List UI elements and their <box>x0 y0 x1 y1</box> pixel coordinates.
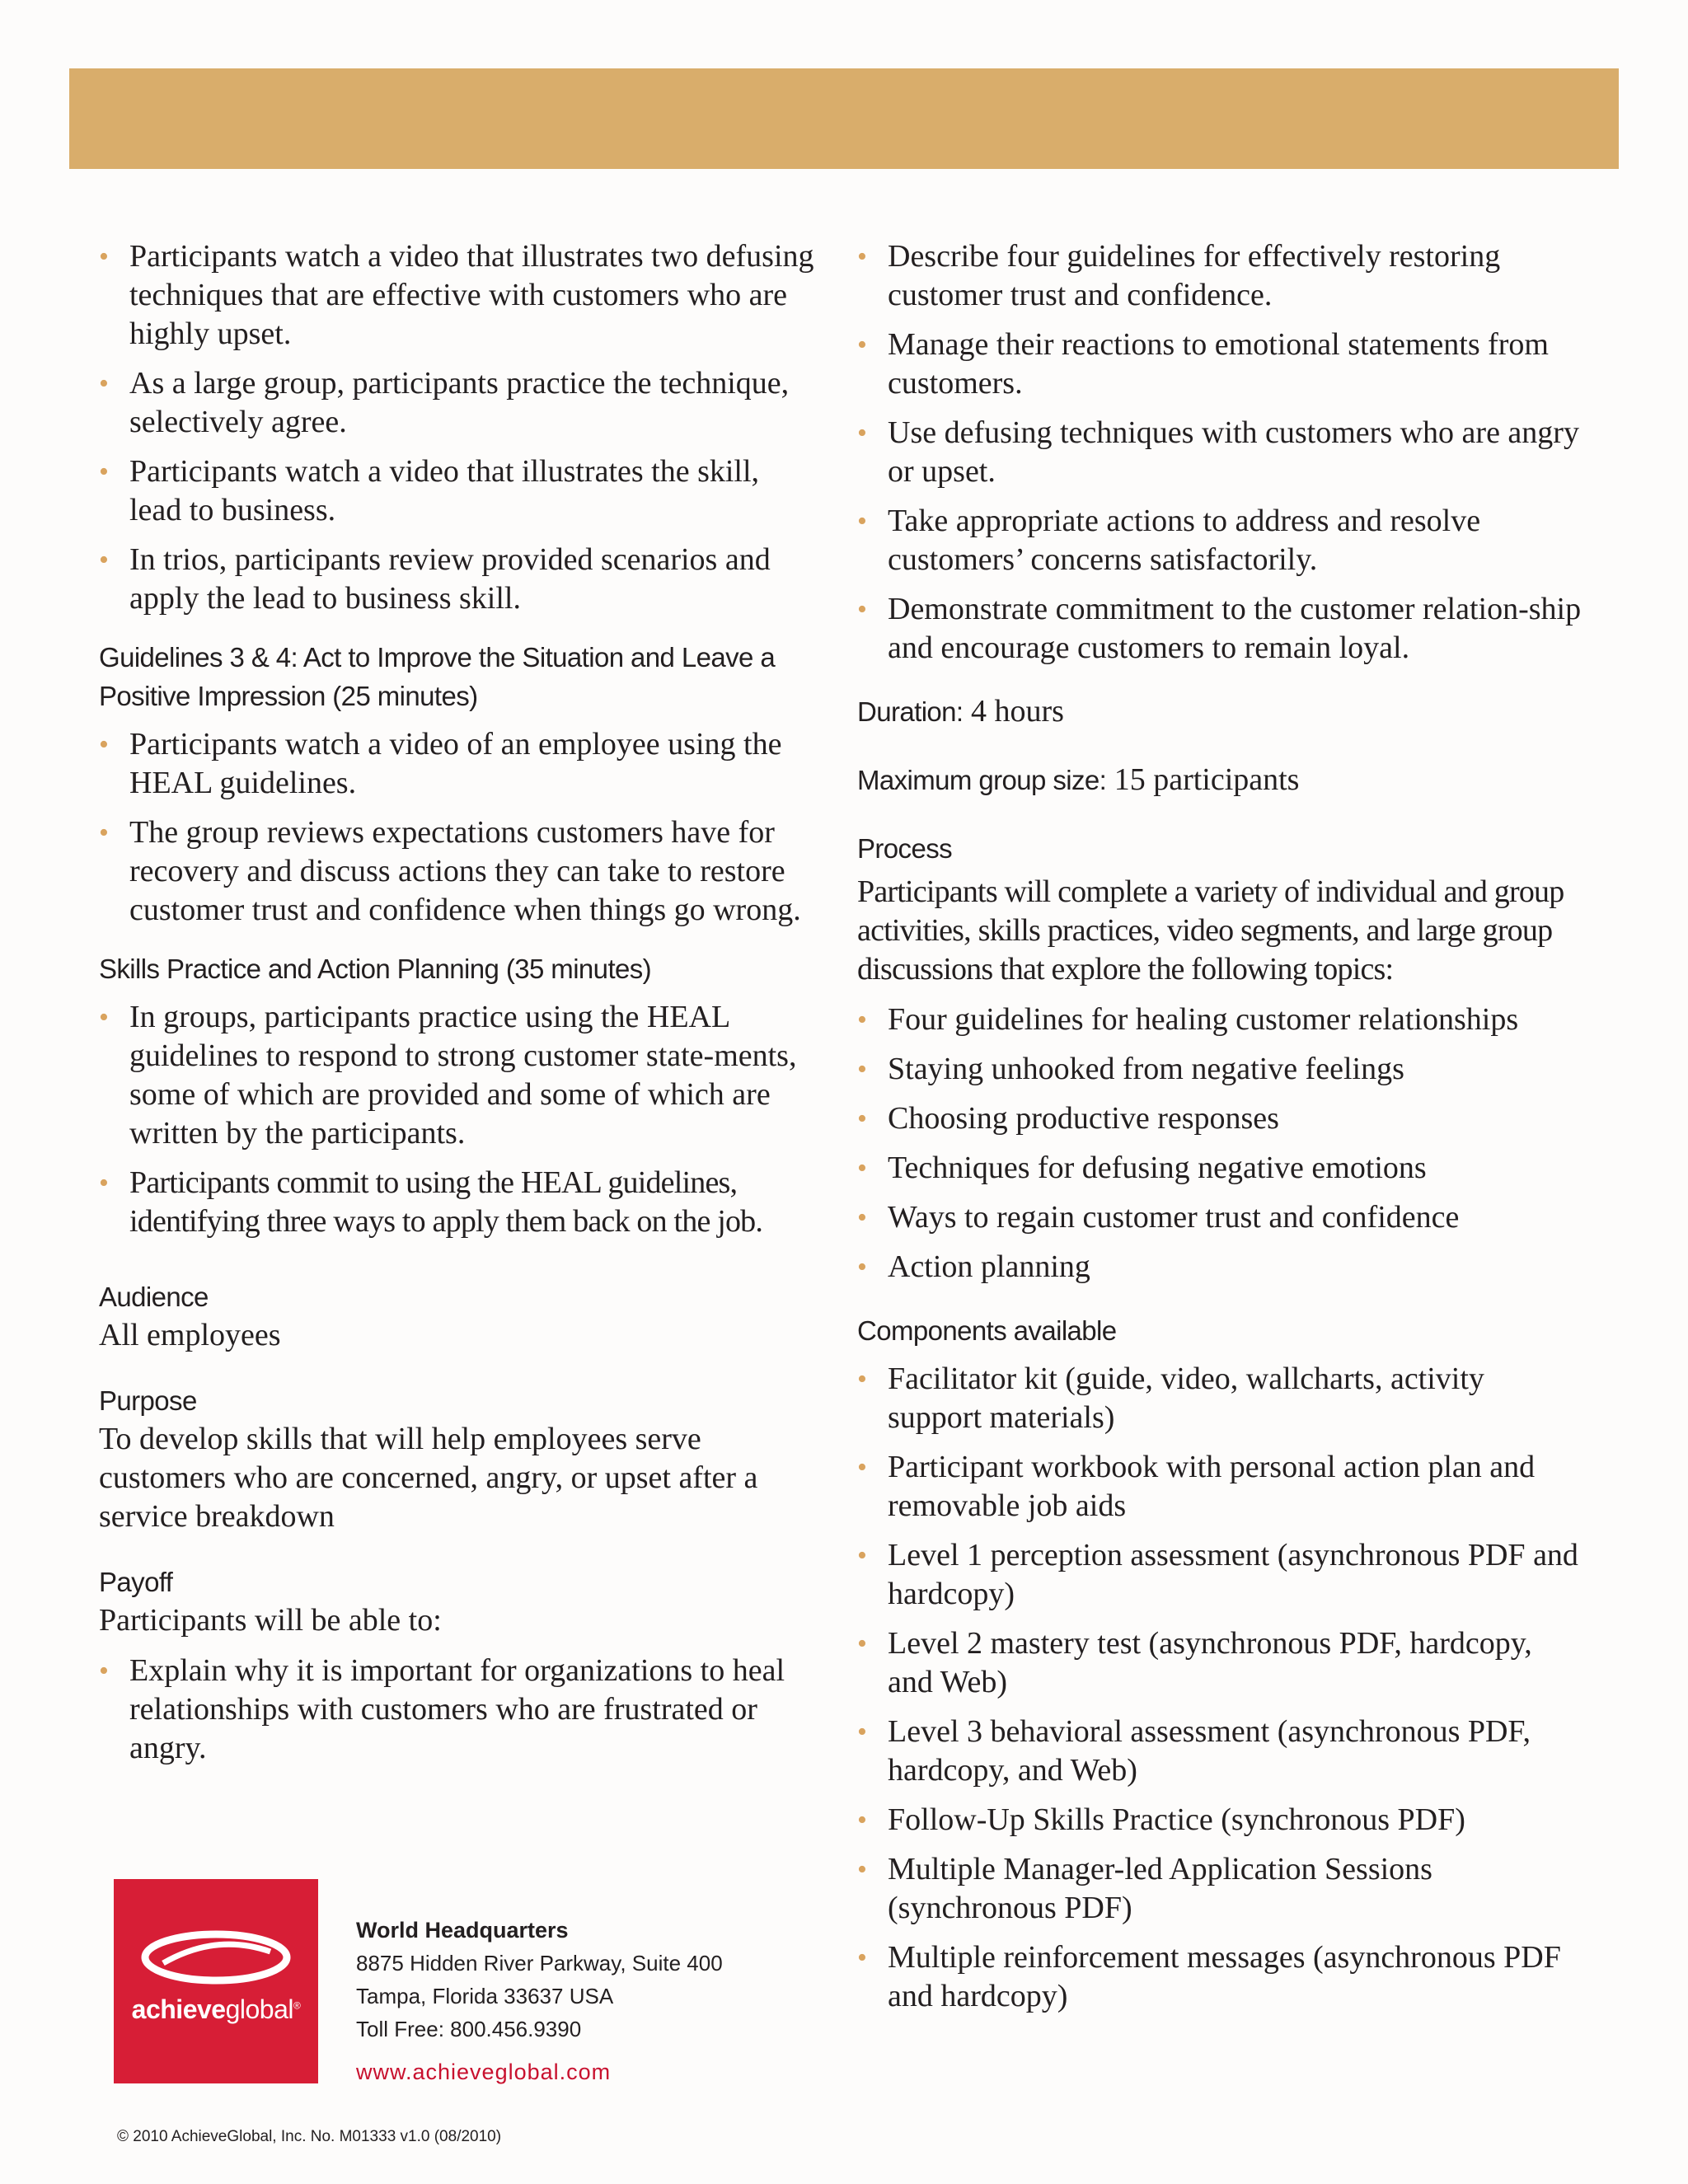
list-item: • Level 1 perception assessment (asynchronous PDF and hardcopy) <box>857 1536 1582 1614</box>
list-item: • As a large group, participants practice the technique, selectively agree. <box>99 364 816 442</box>
list-item: • In trios, participants review provided scenarios and apply the lead to business skill. <box>99 541 816 618</box>
list-item: • Participants commit to using the HEAL guidelines, identifying three ways to apply them back on the job. <box>99 1164 816 1241</box>
list-item: • Follow-Up Skills Practice (synchronous PDF) <box>857 1801 1582 1840</box>
guidelines-duration: (25 minutes) <box>332 681 478 711</box>
components-heading: Components available <box>857 1315 1117 1346</box>
hq-address-line-1: 8875 Hidden River Parkway, Suite 400 <box>356 1951 723 1975</box>
list-item: • Explain why it is important for organizations to heal relationships with customers who are frustrated or angry. <box>99 1652 816 1768</box>
achieveglobal-logo <box>114 1879 318 2083</box>
process-heading: Process <box>857 833 953 864</box>
list-item: • Techniques for defusing negative emotions <box>857 1149 1582 1188</box>
list-item: • The group reviews expectations customers have for recovery and discuss actions they can take to restore customer trust and confidence when things go wrong. <box>99 813 816 930</box>
payoff-intro: Participants will be able to: <box>99 1603 442 1638</box>
list-item: • Multiple reinforcement messages (asynchronous PDF and hardcopy) <box>857 1938 1582 2016</box>
list-item: • Manage their reactions to emotional statements from customers. <box>857 326 1582 403</box>
purpose-text: To develop skills that will help employees serve customers who are concerned, angry, or upset after a service breakdown <box>99 1422 758 1534</box>
audience-heading: Audience <box>99 1282 209 1312</box>
list-item: • Describe four guidelines for effectively restoring customer trust and confidence. <box>857 237 1582 315</box>
guidelines-heading-text: Guidelines 3 & 4: Act to Improve the Situation and Leave a Positive Impression <box>99 642 776 711</box>
list-item: • Level 3 behavioral assessment (asynchronous PDF, hardcopy, and Web) <box>857 1713 1582 1790</box>
list-item: • In groups, participants practice using the HEAL guidelines to respond to strong customer state-ments, some of which are provided and some of which are written by the participants. <box>99 998 816 1153</box>
list-item: • Demonstrate commitment to the customer relation-ship and encourage customers to remain loyal. <box>857 590 1582 668</box>
section-heading-guidelines <box>99 638 816 715</box>
logo-text-bold: achieve <box>131 1994 226 2024</box>
process-bullet-list <box>857 1001 1582 1286</box>
right-column <box>857 237 1582 2036</box>
list-item: • Participants watch a video that illustrates the skill, lead to business. <box>99 452 816 530</box>
payoff-heading: Payoff <box>99 1567 173 1597</box>
list-item: • Participants watch a video that illustrates two defusing techniques that are effective with customers who are highly upset. <box>99 237 816 354</box>
website-link[interactable]: www.achieveglobal.com <box>356 2060 612 2084</box>
hq-title: World Headquarters <box>356 1918 569 1943</box>
list-item: • Participants watch a video of an employee using the HEAL guidelines. <box>99 725 816 803</box>
group-size-row <box>857 761 1582 799</box>
headquarters-block <box>356 1914 723 2088</box>
duration-value: 4 hours <box>971 694 1064 729</box>
skills-bullet-list <box>99 998 816 1241</box>
audience-text: All employees <box>99 1318 281 1352</box>
duration-row <box>857 692 1582 731</box>
list-item: • Multiple Manager-led Application Sessions (synchronous PDF) <box>857 1850 1582 1928</box>
guidelines-bullet-list <box>99 725 816 930</box>
list-item: • Use defusing techniques with customers who are angry or upset. <box>857 414 1582 491</box>
hq-phone: Toll Free: 800.456.9390 <box>356 2017 582 2041</box>
payoff-continued-list <box>857 237 1582 668</box>
list-item: • Staying unhooked from negative feelings <box>857 1050 1582 1089</box>
list-item: • Ways to regain customer trust and confidence <box>857 1198 1582 1237</box>
payoff-bullet-list <box>99 1652 816 1768</box>
intro-bullet-list <box>99 237 816 618</box>
swoosh-icon <box>138 1929 293 1986</box>
list-item: • Facilitator kit (guide, video, wallcharts, activity support materials) <box>857 1360 1582 1437</box>
list-item: • Choosing productive responses <box>857 1099 1582 1138</box>
copyright-notice: © 2010 AchieveGlobal, Inc. No. M01333 v1.0 (08/2010) <box>117 2128 502 2145</box>
logo-text-light: global <box>225 1994 293 2024</box>
list-item: • Four guidelines for healing customer relationships <box>857 1001 1582 1039</box>
group-size-label: Maximum group size: <box>857 765 1107 795</box>
list-item: • Participant workbook with personal action plan and removable job aids <box>857 1448 1582 1526</box>
section-heading-skills: Skills Practice and Action Planning (35 minutes) <box>99 954 652 984</box>
logo-wordmark <box>114 1994 318 2025</box>
list-item: • Level 2 mastery test (asynchronous PDF, hardcopy, and Web) <box>857 1624 1582 1702</box>
list-item: • Action planning <box>857 1248 1582 1286</box>
process-text: Participants will complete a variety of individual and group activities, skills practices, video segments, and large group discussions that explore the following topics: <box>857 874 1564 987</box>
list-item: • Take appropriate actions to address and resolve customers’ concerns satisfactorily. <box>857 502 1582 579</box>
group-size-value: 15 participants <box>1114 762 1300 797</box>
left-column <box>99 237 816 1788</box>
header-band <box>69 68 1619 169</box>
components-bullet-list <box>857 1360 1582 2016</box>
logo-registered-mark: ® <box>293 1999 301 2012</box>
duration-label: Duration: <box>857 696 964 727</box>
hq-address-line-2: Tampa, Florida 33637 USA <box>356 1984 614 2008</box>
purpose-heading: Purpose <box>99 1385 197 1416</box>
